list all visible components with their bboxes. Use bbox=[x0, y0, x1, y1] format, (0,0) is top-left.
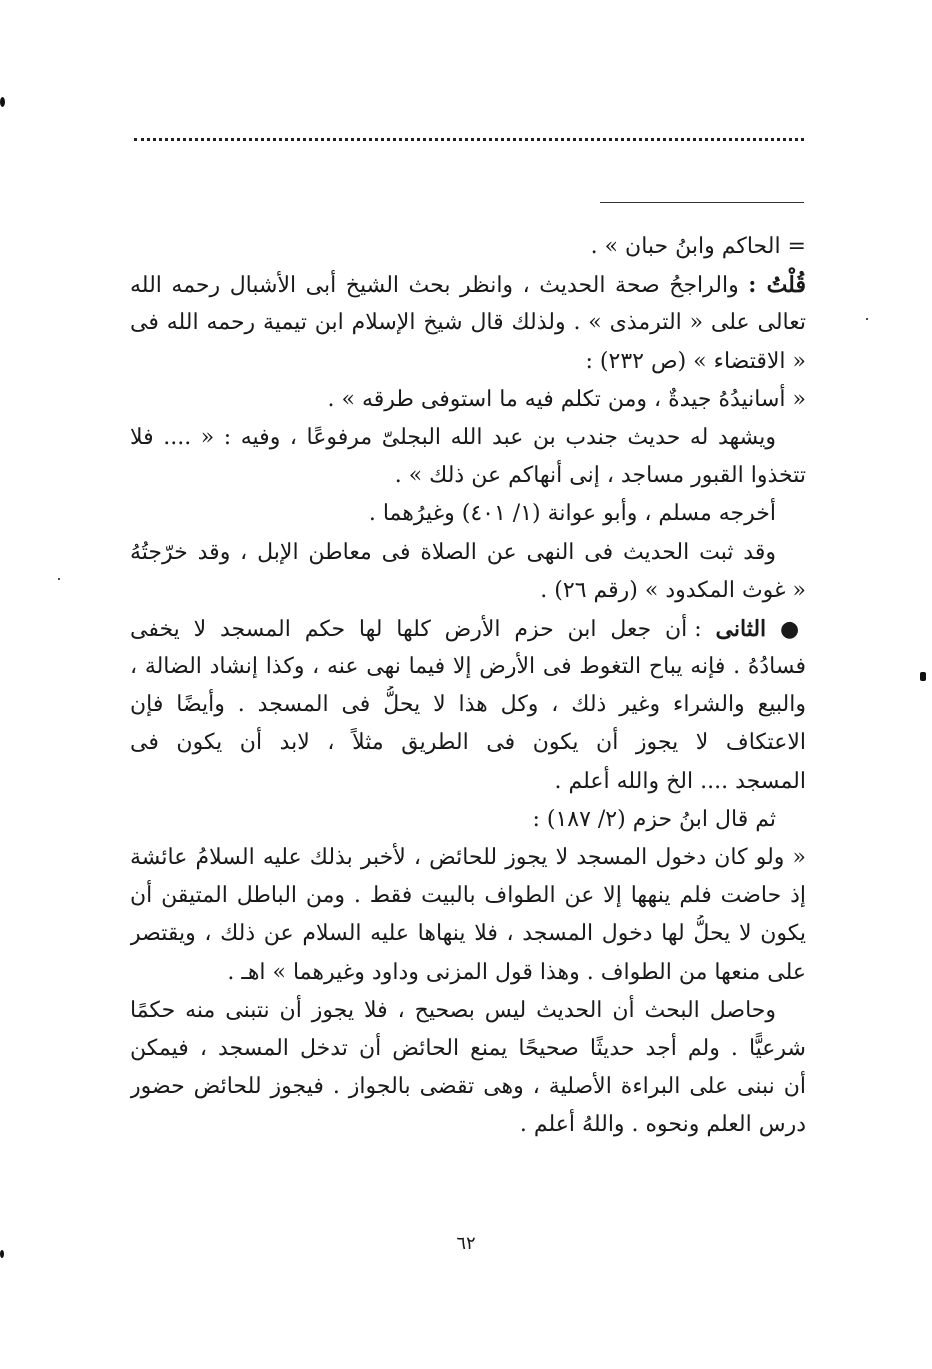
text-line-17: « ولو كان دخول المسجد لا يجوز للحائض ، لأخبر بذلك عليه السلامُ عائشة bbox=[130, 845, 806, 870]
margin-mark-2 bbox=[920, 672, 926, 681]
text-line-5: « أسانيدُهُ جيدةٌ ، ومن تكلم فيه ما استوفى طرقه » . bbox=[327, 386, 806, 412]
text-line-1: = الحاكم وابنُ حبان » . bbox=[590, 234, 806, 259]
text-line-8: أخرجه مسلم ، وأبو عوانة (١/ ٤٠١) وغيرُهما . bbox=[368, 501, 776, 527]
text-line-11: ● الثانى : أن جعل ابن حزم الأرض كلها لها حكم المسجد لا يخفى bbox=[130, 615, 806, 642]
text-line-4: « الاقتضاء » (ص ٢٣٢) : bbox=[585, 348, 806, 374]
text-line-18: إذ حاضت فلم ينهها إلا عن الطواف بالبيت فقط . ومن الباطل المتيقن أن bbox=[130, 883, 806, 909]
dotted-separator bbox=[134, 138, 804, 141]
text-line-15: المسجد .... الخ والله أعلم . bbox=[554, 768, 806, 794]
margin-mark-3 bbox=[0, 1250, 4, 1258]
text-line-22: شرعيًّا . ولم أجد حديثًا صحيحًا يمنع الحائض أن تدخل المسجد ، فيمكن bbox=[130, 1035, 806, 1061]
text-line-20: على منعها من الطواف . وهذا قول المزنى وداود وغيرهما » اهـ . bbox=[227, 959, 806, 985]
text-line-23: أن نبنى على البراءة الأصلية ، وهى تقضى بالجواز . فيجوز للحائض حضور bbox=[130, 1074, 806, 1100]
margin-mark-1 bbox=[0, 97, 5, 107]
bullet-icon: ● bbox=[779, 615, 806, 642]
text-line-16: ثم قال ابنُ حزم (٢/ ١٨٧) : bbox=[532, 806, 776, 832]
text-line-10: « غوث المكدود » (رقم ٢٦) . bbox=[540, 577, 806, 603]
text-line-3: تعالى على « الترمذى » . ولذلك قال شيخ الإسلام ابن تيمية رحمه الله فى bbox=[130, 310, 806, 336]
text-line-7: تتخذوا القبور مساجد ، إنى أنهاكم عن ذلك » . bbox=[394, 463, 806, 489]
text-line-2: قُلْتُ : والراجحُ صحة الحديث ، وانظر بحث الشيخ أبى الأشبال رحمه الله bbox=[130, 272, 806, 299]
footnote-separator bbox=[600, 202, 804, 203]
thani-label: الثانى bbox=[715, 615, 767, 642]
text-line-24: درس العلم ونحوه . واللهُ أعلم . bbox=[519, 1112, 806, 1138]
text-line-21: وحاصل البحث أن الحديث ليس بصحيح ، فلا يجوز أن نتبنى منه حكمًا bbox=[130, 997, 776, 1023]
text-line-6: ويشهد له حديث جندب بن عبد الله البجلىّ مرفوعًا ، وفيه : « .... فلا bbox=[130, 424, 776, 450]
margin-mark-4 bbox=[58, 578, 60, 580]
text-line-14: الاعتكاف لا يجوز أن يكون فى الطريق مثلاً ، لابد أن يكون فى bbox=[130, 730, 806, 756]
text-line-19: يكون لا يحلُّ لها دخول المسجد ، فلا ينهاها عليه السلام عن ذلك ، ويقتصر bbox=[130, 921, 806, 947]
text-line-13: والبيع والشراء وغير ذلك ، وكل هذا لا يحلُّ فى المسجد . وأيضًا فإن bbox=[130, 692, 806, 718]
text-line-9: وقد ثبت الحديث فى النهى عن الصلاة فى معاطن الإبل ، وقد خرّجتُهُ bbox=[130, 539, 776, 565]
margin-mark-5 bbox=[866, 318, 868, 320]
qult-label: قُلْتُ : bbox=[748, 272, 806, 299]
text-line-12: فسادُهُ . فإنه يباح التغوط فى الأرض إلا فيما نهى عنه ، وكذا إنشاد الضالة ، bbox=[130, 654, 806, 680]
page-number: ٦٢ bbox=[456, 1233, 476, 1254]
page-body bbox=[130, 228, 806, 1145]
